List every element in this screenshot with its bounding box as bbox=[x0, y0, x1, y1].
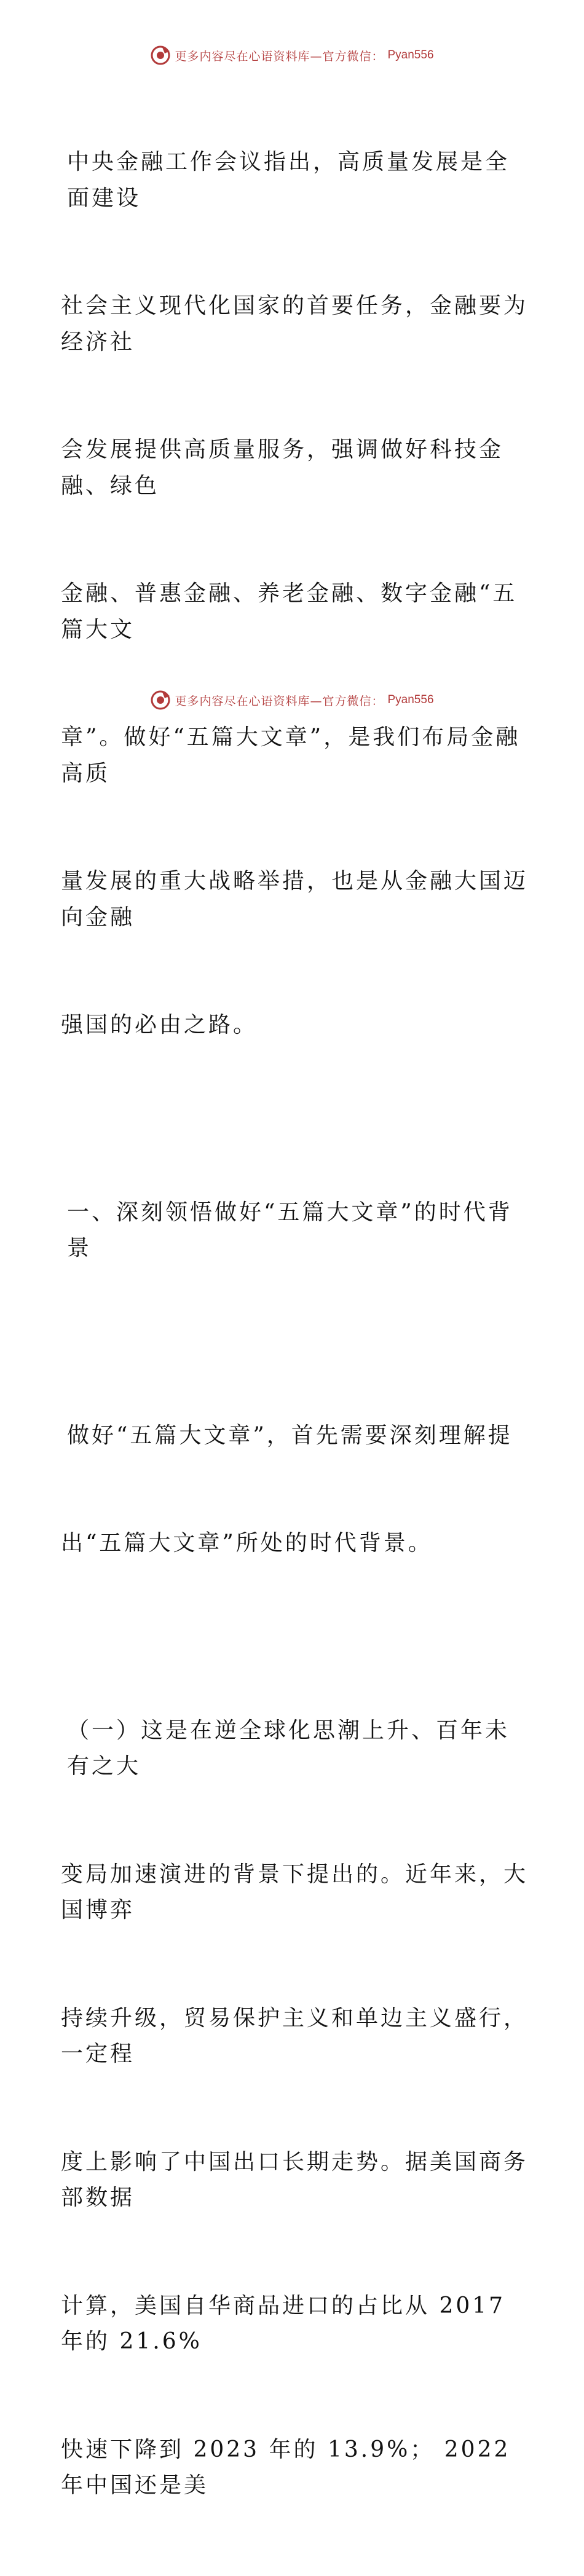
document-body bbox=[61, 73, 528, 2576]
header-watermark bbox=[0, 43, 584, 68]
brand-logo-icon bbox=[150, 690, 171, 711]
text-line: 快速下降到 2023 年的 13.9%； 2022 年中国还是美 bbox=[61, 2436, 520, 2498]
paragraph-intro bbox=[61, 73, 528, 1116]
brand-logo-icon bbox=[150, 45, 171, 66]
paragraph-subsection-1 bbox=[61, 1641, 528, 2576]
watermark-handle: Pyan556 bbox=[387, 49, 434, 61]
text-line: 金融、普惠金融、养老金融、数字金融“五篇大文 bbox=[61, 581, 518, 642]
text-line: 强国的必由之路。 bbox=[61, 1012, 258, 1038]
text-line: 出“五篇大文章”所处的时代背景。 bbox=[61, 1530, 433, 1556]
section-heading bbox=[61, 1123, 528, 1339]
watermark-text: 更多内容尽在心语资料库—官方微信： bbox=[175, 49, 384, 63]
text-line: 量发展的重大战略举措，也是从金融大国迈向金融 bbox=[61, 869, 529, 930]
watermark-handle: Pyan556 bbox=[387, 693, 434, 706]
footer-watermark bbox=[0, 688, 584, 712]
text-line: 计算，美国自华商品进口的占比从 2017 年的 21.6% bbox=[61, 2293, 515, 2354]
text-line: 会发展提供高质量服务，强调做好科技金融、绿色 bbox=[61, 437, 504, 498]
text-line: 变局加速演进的背景下提出的。近年来，大国博弈 bbox=[61, 1861, 529, 1923]
text-line: 做好“五篇大文章”，首先需要深刻理解提 bbox=[67, 1422, 513, 1448]
text-line: 持续升级，贸易保护主义和单边主义盛行，一定程 bbox=[61, 2005, 529, 2066]
text-line: 社会主义现代化国家的首要任务，金融要为经济社 bbox=[61, 293, 529, 355]
text-line: 中央金融工作会议指出，高质量发展是全面建设 bbox=[67, 149, 510, 211]
watermark-text: 更多内容尽在心语资料库—官方微信： bbox=[175, 694, 384, 708]
heading-line: 一、深刻领悟做好“五篇大文章”的时代背景 bbox=[67, 1199, 513, 1261]
text-line: （一）这是在逆全球化思潮上升、百年未有之大 bbox=[67, 1717, 510, 1779]
text-line: 度上影响了中国出口长期走势。据美国商务部数据 bbox=[61, 2149, 529, 2210]
text-line: 章”。做好“五篇大文章”，是我们布局金融高质 bbox=[61, 725, 521, 786]
paragraph-background bbox=[61, 1346, 528, 1634]
